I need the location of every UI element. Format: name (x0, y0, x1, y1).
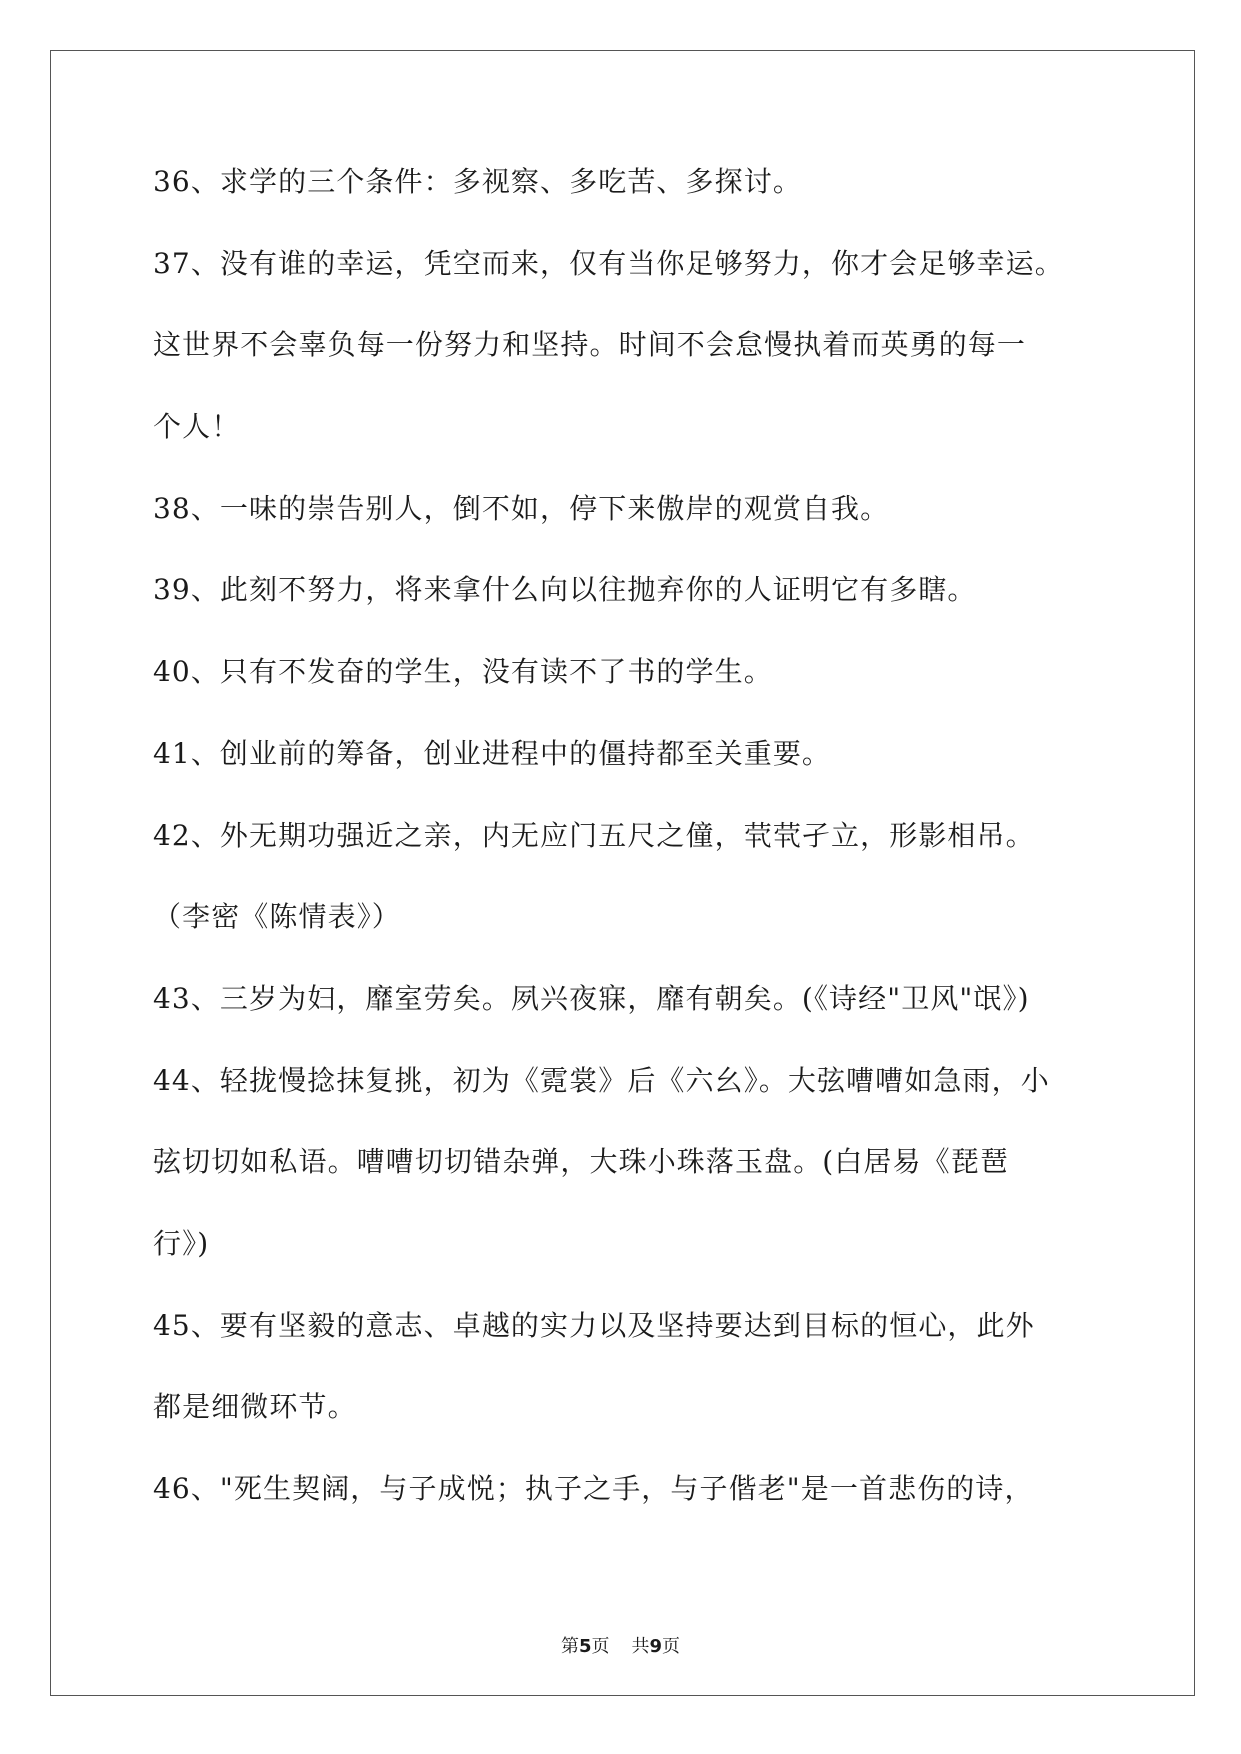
total-prefix: 共 (631, 1636, 650, 1657)
current-page-number: 5 (578, 1636, 592, 1657)
page-prefix: 第 (560, 1636, 579, 1657)
text-line: 37、没有谁的幸运，凭空而来，仅有当你足够努力，你才会足够幸运。 (153, 246, 1064, 280)
page-footer (0, 1632, 1241, 1658)
total-page-number: 9 (649, 1636, 663, 1657)
text-line: 42、外无期功强近之亲，内无应门五尺之僮，茕茕孑立，形影相吊。 (153, 818, 1035, 852)
document-body (153, 165, 1098, 1554)
total-suffix: 页 (662, 1636, 681, 1657)
page-suffix: 页 (591, 1636, 610, 1657)
text-line: 行》) (153, 1226, 210, 1260)
text-line: 这世界不会辜负每一份努力和坚持。时间不会怠慢执着而英勇的每一 (153, 328, 1027, 362)
text-line: （李密《陈情表》） (153, 900, 401, 934)
text-line: 45、要有坚毅的意志、卓越的实力以及坚持要达到目标的恒心，此外 (153, 1308, 1035, 1342)
text-line: 39、此刻不努力，将来拿什么向以往抛弃你的人证明它有多瞎。 (153, 573, 977, 607)
text-line: 36、求学的三个条件：多视察、多吃苦、多探讨。 (153, 165, 802, 198)
text-line: 个人！ (153, 410, 241, 444)
text-line: 41、创业前的筹备，创业进程中的僵持都至关重要。 (153, 736, 832, 770)
text-line: 都是细微环节。 (153, 1390, 357, 1424)
text-line: 40、只有不发奋的学生，没有读不了书的学生。 (153, 655, 773, 689)
text-line: 46、"死生契阔，与子成悦；执子之手，与子偕老"是一首悲伤的诗， (153, 1472, 1034, 1505)
text-line: 弦切切如私语。嘈嘈切切错杂弹，大珠小珠落玉盘。(白居易《琵琶 (153, 1145, 1009, 1179)
text-line: 38、一味的崇告别人，倒不如，停下来傲岸的观赏自我。 (153, 491, 890, 525)
text-line: 44、轻拢慢捻抹复挑，初为《霓裳》后《六幺》。大弦嘈嘈如急雨，小 (153, 1063, 1050, 1097)
text-line: 43、三岁为妇，靡室劳矣。夙兴夜寐，靡有朝矣。(《诗经"卫风"氓》) (153, 981, 1030, 1015)
